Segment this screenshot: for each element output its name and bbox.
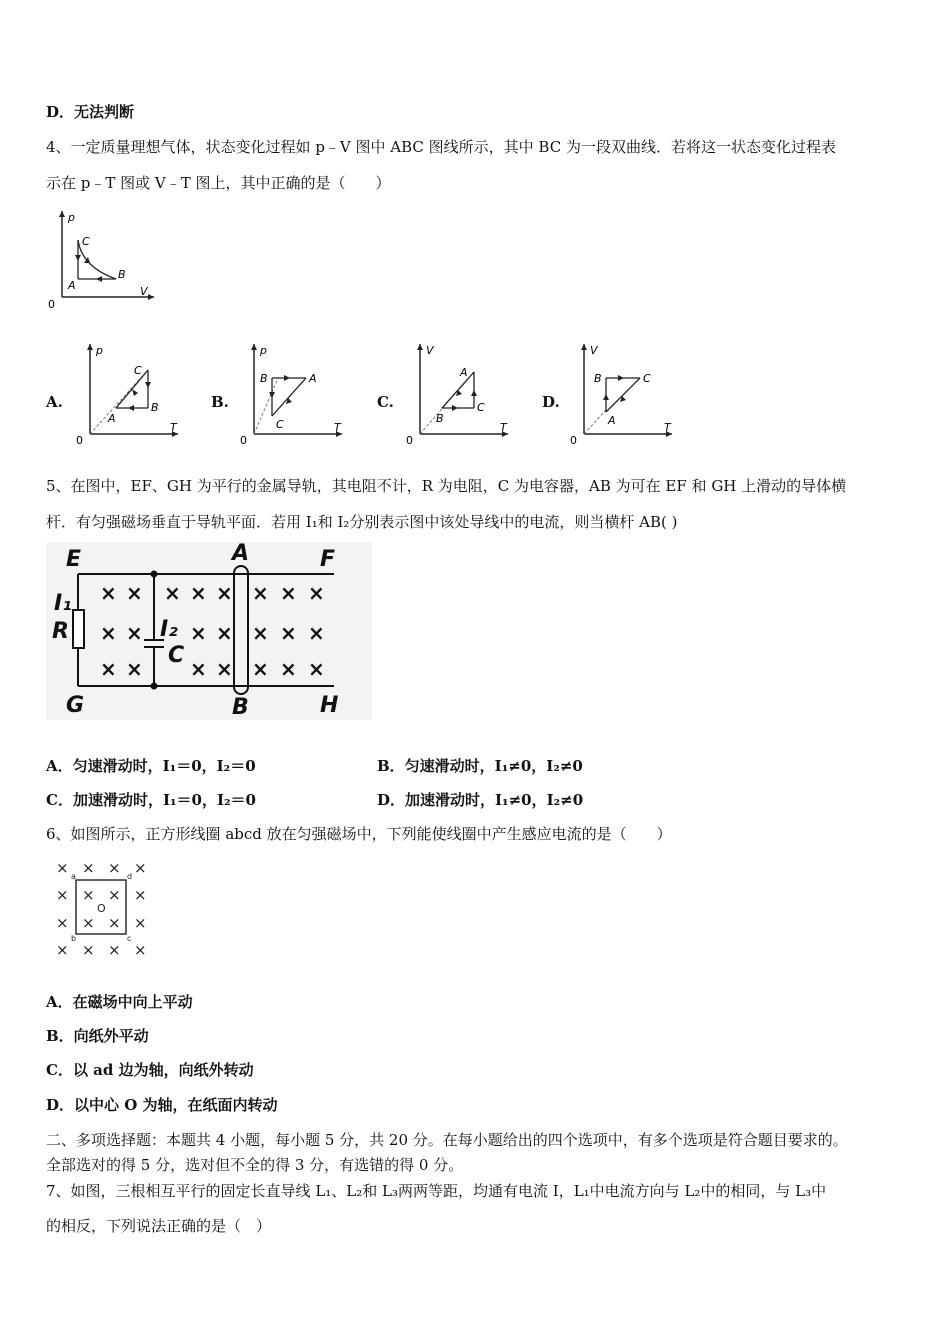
q4-a-x-axis: T — [170, 421, 177, 434]
q4-d-origin: 0 — [570, 434, 577, 447]
q6-label-a: a — [71, 872, 76, 881]
q4-option-c-label[interactable]: C. — [377, 393, 394, 411]
q5-label-g: G — [66, 693, 85, 718]
section2-instructions-line2: 全部选对的得 5 分，选对但不全的得 3 分，有选错的得 0 分。 — [46, 1156, 464, 1174]
svg-text:×: × — [280, 621, 297, 645]
svg-text:×: × — [308, 657, 325, 681]
q4-option-a-graph[interactable] — [72, 338, 184, 448]
svg-text:×: × — [56, 941, 69, 959]
q4-main-point-c: C — [82, 235, 90, 248]
q4-stem-line2: 示在 p﹣T 图或 V﹣T 图上，其中正确的是（ ） — [46, 174, 391, 192]
q3-option-d[interactable]: D．无法判断 — [46, 103, 135, 121]
svg-text:×: × — [108, 914, 121, 932]
svg-text:×: × — [252, 657, 269, 681]
q6-option-d[interactable]: D．以中心 O 为轴，在纸面内转动 — [46, 1096, 278, 1114]
q6-coil-figure — [52, 852, 156, 960]
q4-b-x-axis: T — [334, 421, 341, 434]
svg-text:×: × — [190, 657, 207, 681]
svg-text:×: × — [100, 581, 117, 605]
svg-text:×: × — [216, 621, 233, 645]
q5-option-a[interactable]: A．匀速滑动时，I₁＝0，I₂＝0 — [46, 757, 256, 775]
q5-stem-line1: 5、在图中，EF、GH 为平行的金属导轨，其电阻不计，R 为电阻，C 为电容器，AB 为可在 EF 和 GH 上滑动的导体横 — [46, 477, 847, 495]
svg-text:×: × — [82, 886, 95, 904]
q6-label-d: d — [127, 872, 133, 881]
q4-option-b-label[interactable]: B. — [211, 393, 229, 411]
q4-b-point-c: C — [276, 418, 284, 431]
svg-text:×: × — [100, 621, 117, 645]
svg-text:×: × — [126, 621, 143, 645]
q4-b-point-a: A — [309, 372, 317, 385]
q4-b-point-b: B — [260, 372, 268, 385]
q4-c-point-b: B — [436, 412, 444, 425]
svg-text:×: × — [134, 941, 147, 959]
q5-label-c: C — [168, 643, 185, 668]
q5-label-i2: I₂ — [160, 617, 178, 642]
section2-instructions-line1: 二、多项选择题：本题共 4 小题，每小题 5 分，共 20 分。在每小题给出的四个选项中，有多个选项是符合题目要求的。 — [46, 1131, 848, 1149]
q4-option-d-label[interactable]: D. — [542, 393, 560, 411]
q5-label-f: F — [320, 547, 336, 572]
q5-stem-line2: 杆．有匀强磁场垂直于导轨平面．若用 I₁和 I₂分别表示图中该处导线中的电流，则当横杆 AB( ) — [46, 513, 678, 531]
svg-text:×: × — [82, 914, 95, 932]
q5-label-r: R — [52, 619, 69, 644]
q5-label-e: E — [66, 547, 82, 572]
q4-a-origin: 0 — [76, 434, 83, 447]
svg-text:×: × — [280, 657, 297, 681]
q4-b-y-axis: p — [260, 344, 267, 357]
svg-text:×: × — [108, 886, 121, 904]
q6-label-center: O — [97, 902, 106, 915]
svg-text:×: × — [56, 914, 69, 932]
q4-d-y-axis: V — [590, 344, 598, 357]
svg-text:×: × — [108, 941, 121, 959]
q4-d-x-axis: T — [664, 421, 671, 434]
svg-text:×: × — [308, 621, 325, 645]
svg-text:×: × — [126, 581, 143, 605]
svg-text:×: × — [56, 886, 69, 904]
q5-label-h: H — [320, 693, 339, 718]
svg-text:×: × — [280, 581, 297, 605]
svg-text:×: × — [82, 941, 95, 959]
svg-text:×: × — [100, 657, 117, 681]
q4-a-point-c: C — [134, 364, 142, 377]
q4-stem-line1: 4、一定质量理想气体，状态变化过程如 p﹣V 图中 ABC 图线所示，其中 BC 为一段双曲线．若将这一状态变化过程表 — [46, 138, 836, 156]
q4-c-x-axis: T — [500, 421, 507, 434]
q5-label-b: B — [232, 695, 249, 720]
q5-label-i1: I₁ — [54, 591, 72, 616]
q6-option-c[interactable]: C．以 ad 边为轴，向纸外转动 — [46, 1061, 254, 1079]
q4-c-y-axis: V — [426, 344, 434, 357]
q4-c-origin: 0 — [406, 434, 413, 447]
q6-option-a[interactable]: A．在磁场中向上平动 — [46, 993, 193, 1011]
q7-stem-line1: 7、如图，三根相互平行的固定长直导线 L₁、L₂和 L₃两两等距，均通有电流 I，L₁中电流方向与 L₂中的相同，与 L₃中 — [46, 1182, 827, 1200]
q4-d-point-a: A — [608, 414, 616, 427]
q4-main-y-axis: p — [68, 211, 75, 224]
q4-main-x-axis: V — [140, 285, 148, 298]
q5-option-b[interactable]: B．匀速滑动时，I₁≠0，I₂≠0 — [377, 757, 583, 775]
q4-main-origin: 0 — [48, 298, 55, 311]
q5-label-a: A — [232, 542, 250, 566]
svg-text:×: × — [216, 657, 233, 681]
q5-option-c[interactable]: C．加速滑动时，I₁＝0，I₂＝0 — [46, 791, 256, 809]
svg-text:×: × — [134, 859, 147, 877]
q4-option-c-graph[interactable] — [402, 338, 514, 448]
q4-main-point-a: A — [68, 279, 76, 292]
q6-option-b[interactable]: B．向纸外平动 — [46, 1027, 149, 1045]
q4-c-point-c: C — [477, 401, 485, 414]
q4-a-point-a: A — [108, 412, 116, 425]
svg-text:×: × — [252, 581, 269, 605]
q4-pv-graph — [44, 205, 164, 315]
q7-stem-line2: 的相反，下列说法正确的是（ ） — [46, 1217, 272, 1235]
q4-a-point-b: B — [151, 401, 159, 414]
svg-text:×: × — [190, 581, 207, 605]
q4-a-y-axis: p — [96, 344, 103, 357]
q4-b-origin: 0 — [240, 434, 247, 447]
svg-text:×: × — [56, 859, 69, 877]
svg-text:×: × — [82, 859, 95, 877]
svg-text:×: × — [108, 859, 121, 877]
q4-d-point-c: C — [643, 372, 651, 385]
q4-option-d-graph[interactable] — [566, 338, 678, 448]
svg-text:×: × — [134, 886, 147, 904]
q4-option-b-graph[interactable] — [236, 338, 348, 448]
q4-main-point-b: B — [118, 268, 126, 281]
svg-text:×: × — [252, 621, 269, 645]
svg-text:×: × — [126, 657, 143, 681]
svg-text:×: × — [134, 914, 147, 932]
q6-label-c: c — [127, 934, 132, 943]
q5-option-d[interactable]: D．加速滑动时，I₁≠0，I₂≠0 — [377, 791, 584, 809]
svg-text:×: × — [308, 581, 325, 605]
svg-text:×: × — [190, 621, 207, 645]
svg-text:×: × — [164, 581, 181, 605]
q6-label-b: b — [71, 934, 77, 943]
q5-circuit-figure — [46, 542, 372, 720]
q4-option-a-label[interactable]: A. — [46, 393, 63, 411]
q6-stem-line1: 6、如图所示，正方形线圈 abcd 放在匀强磁场中，下列能使线圈中产生感应电流的是（ ） — [46, 825, 672, 843]
q4-c-point-a: A — [460, 366, 468, 379]
q4-d-point-b: B — [594, 372, 602, 385]
svg-text:×: × — [216, 581, 233, 605]
